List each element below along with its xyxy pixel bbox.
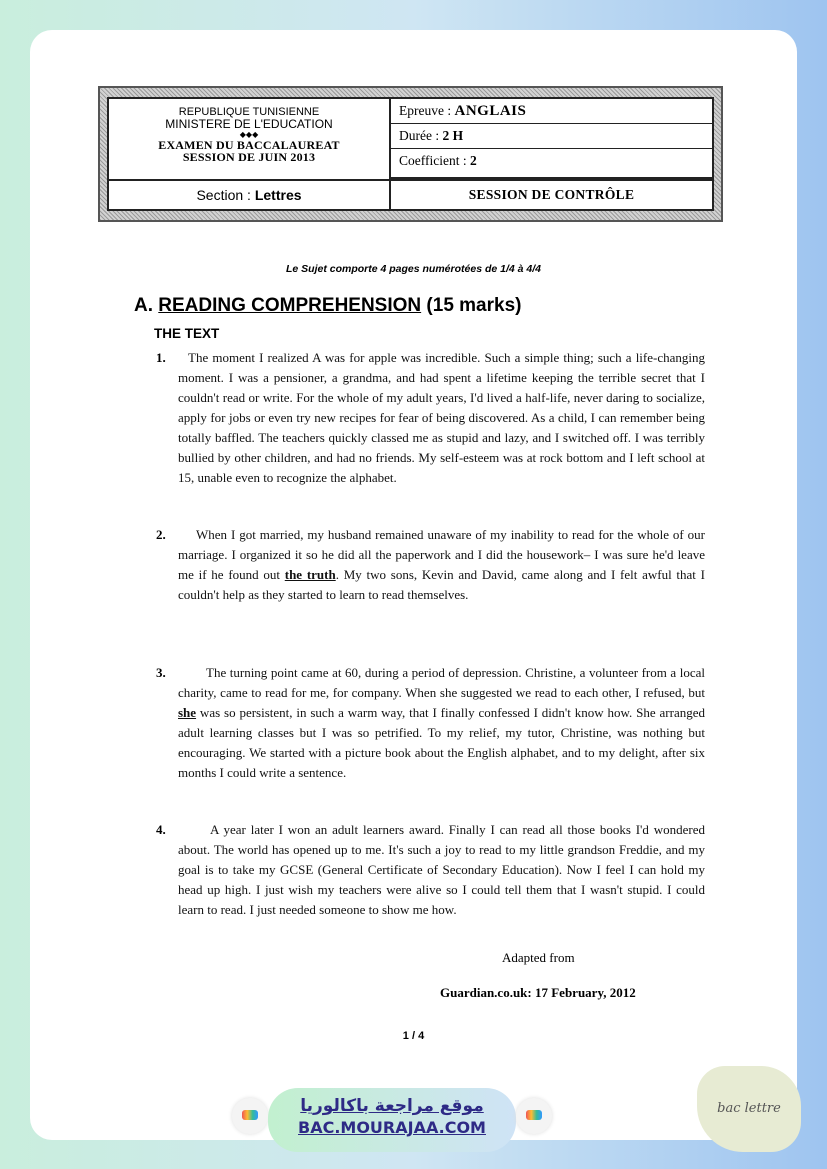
- section-title-text: READING COMPREHENSION: [158, 295, 422, 316]
- pages-note: Le Sujet comporte 4 pages numérotées de 1/4 à 4/4: [285, 263, 541, 275]
- ornament-dots: ◆◆◆: [239, 130, 259, 139]
- exam-session: SESSION DE JUIN 2013: [182, 150, 316, 164]
- section-marks: (15 marks): [421, 295, 522, 316]
- coefficient-row: [391, 149, 712, 179]
- paragraph-number: 3.: [156, 665, 166, 680]
- header-bottom-row: [109, 179, 712, 209]
- epreuve-row: [391, 99, 712, 124]
- republic-line: REPUBLIQUE TUNISIENNE: [178, 106, 320, 118]
- section-cell: [109, 181, 391, 209]
- section-title: [134, 295, 521, 317]
- source-citation: Guardian.co.uk: 17 February, 2012: [440, 985, 636, 1000]
- text-heading: THE TEXT: [154, 326, 220, 341]
- coefficient-value: 2: [469, 153, 477, 168]
- section-prefix: A.: [134, 295, 159, 316]
- logo-mark: [526, 1110, 542, 1120]
- site-logo-icon: [232, 1098, 268, 1134]
- duree-row: [391, 124, 712, 149]
- paragraph-4: A year later I won an adult learners award. Finally I can read all those books I'd wondered about. The world has opened up to me. It's such a joy to read to my little grandson Freddie, and my goal is to take my GCSE (General Certificate of Secondary Education). Now I feel I can hold my head up high. I just wish my teachers were alive so I could tell them that I wasn't stupid. I could learn to read. I just needed someone to show me how.: [178, 822, 705, 917]
- exam-header: [98, 86, 723, 222]
- page-number: 1 / 4: [402, 1030, 425, 1042]
- site-banner[interactable]: [268, 1088, 516, 1152]
- paragraph-number: 1.: [156, 350, 166, 365]
- paragraph-2-before: When I got married, my husband remained unaware of my inability to read for the whole of our marriage. I organized it so he did all the paperwork and I did the housework– I was sure he'd leave me if he found out: [178, 527, 705, 582]
- paragraph-2-highlight: the truth: [284, 567, 336, 582]
- exam-page: [30, 30, 797, 1140]
- session-cell: SESSION DE CONTRÔLE: [468, 187, 635, 202]
- site-logo-icon: [516, 1098, 552, 1134]
- section-value: Lettres: [254, 187, 302, 203]
- duree-value: 2 H: [442, 128, 464, 143]
- duree-label: Durée :: [399, 128, 443, 143]
- paragraph-3-after: was so persistent, in such a warm way, that I finally confessed I didn't know how. She arranged adult learning classes but I was so petrified. To my relief, my tutor, Christine, was nothing but encouraging. We started with a picture book about the English alphabet, and to my delight, after six months I could write a sentence.: [178, 705, 705, 780]
- paragraph-2: [178, 525, 705, 605]
- epreuve-value: ANGLAIS: [454, 103, 527, 119]
- epreuve-label: Epreuve :: [399, 103, 455, 118]
- paragraph-2-after: . My two sons, Kevin and David, came along and I felt awful that I couldn't help as they started to learn to read themselves.: [178, 567, 705, 602]
- paragraph-3: [178, 663, 705, 783]
- exam-name: EXAMEN DU BACCALAUREAT: [158, 138, 340, 152]
- bac-lettre-badge: bac lettre: [697, 1066, 801, 1152]
- paragraph-3-highlight: she: [178, 705, 197, 720]
- adapted-from: Adapted from: [502, 950, 575, 965]
- site-url-link[interactable]: BAC.MOURAJAA.COM: [298, 1118, 486, 1137]
- coefficient-label: Coefficient :: [399, 153, 470, 168]
- paragraph-3-before: The turning point came at 60, during a period of depression. Christine, a volunteer from a local charity, came to read for me, for company. When she suggested we read to each other, I refused, but: [178, 665, 705, 700]
- ministry-line: MINISTERE DE L'EDUCATION: [165, 117, 333, 131]
- paragraph-number: 2.: [156, 527, 166, 542]
- logo-mark: [242, 1110, 258, 1120]
- header-details: [391, 99, 712, 179]
- paragraph-number: 4.: [156, 822, 166, 837]
- site-name-arabic[interactable]: موقع مراجعة باكالوريا: [300, 1096, 484, 1116]
- paragraph-1: The moment I realized A was for apple was incredible. Such a simple thing; such a life-changing moment. I was a pensioner, a grandma, and had spent a lifetime keeping the terrible secret that I couldn't read or write. For the whole of my adult years, I'd lived a half-life, never daring to socialize, apply for jobs or even try new recipes for fear of being discovered. As a child, I can remember being totally baffled. The teachers quickly classed me as stupid and lazy, and I switched off. I was terribly bullied by other children, and had no friends. My self-esteem was at rock bottom and I left school at 15, unable even to recognize the alphabet.: [178, 350, 705, 485]
- header-institution: [109, 99, 391, 179]
- section-label: Section :: [196, 187, 255, 203]
- header-table: [107, 97, 714, 211]
